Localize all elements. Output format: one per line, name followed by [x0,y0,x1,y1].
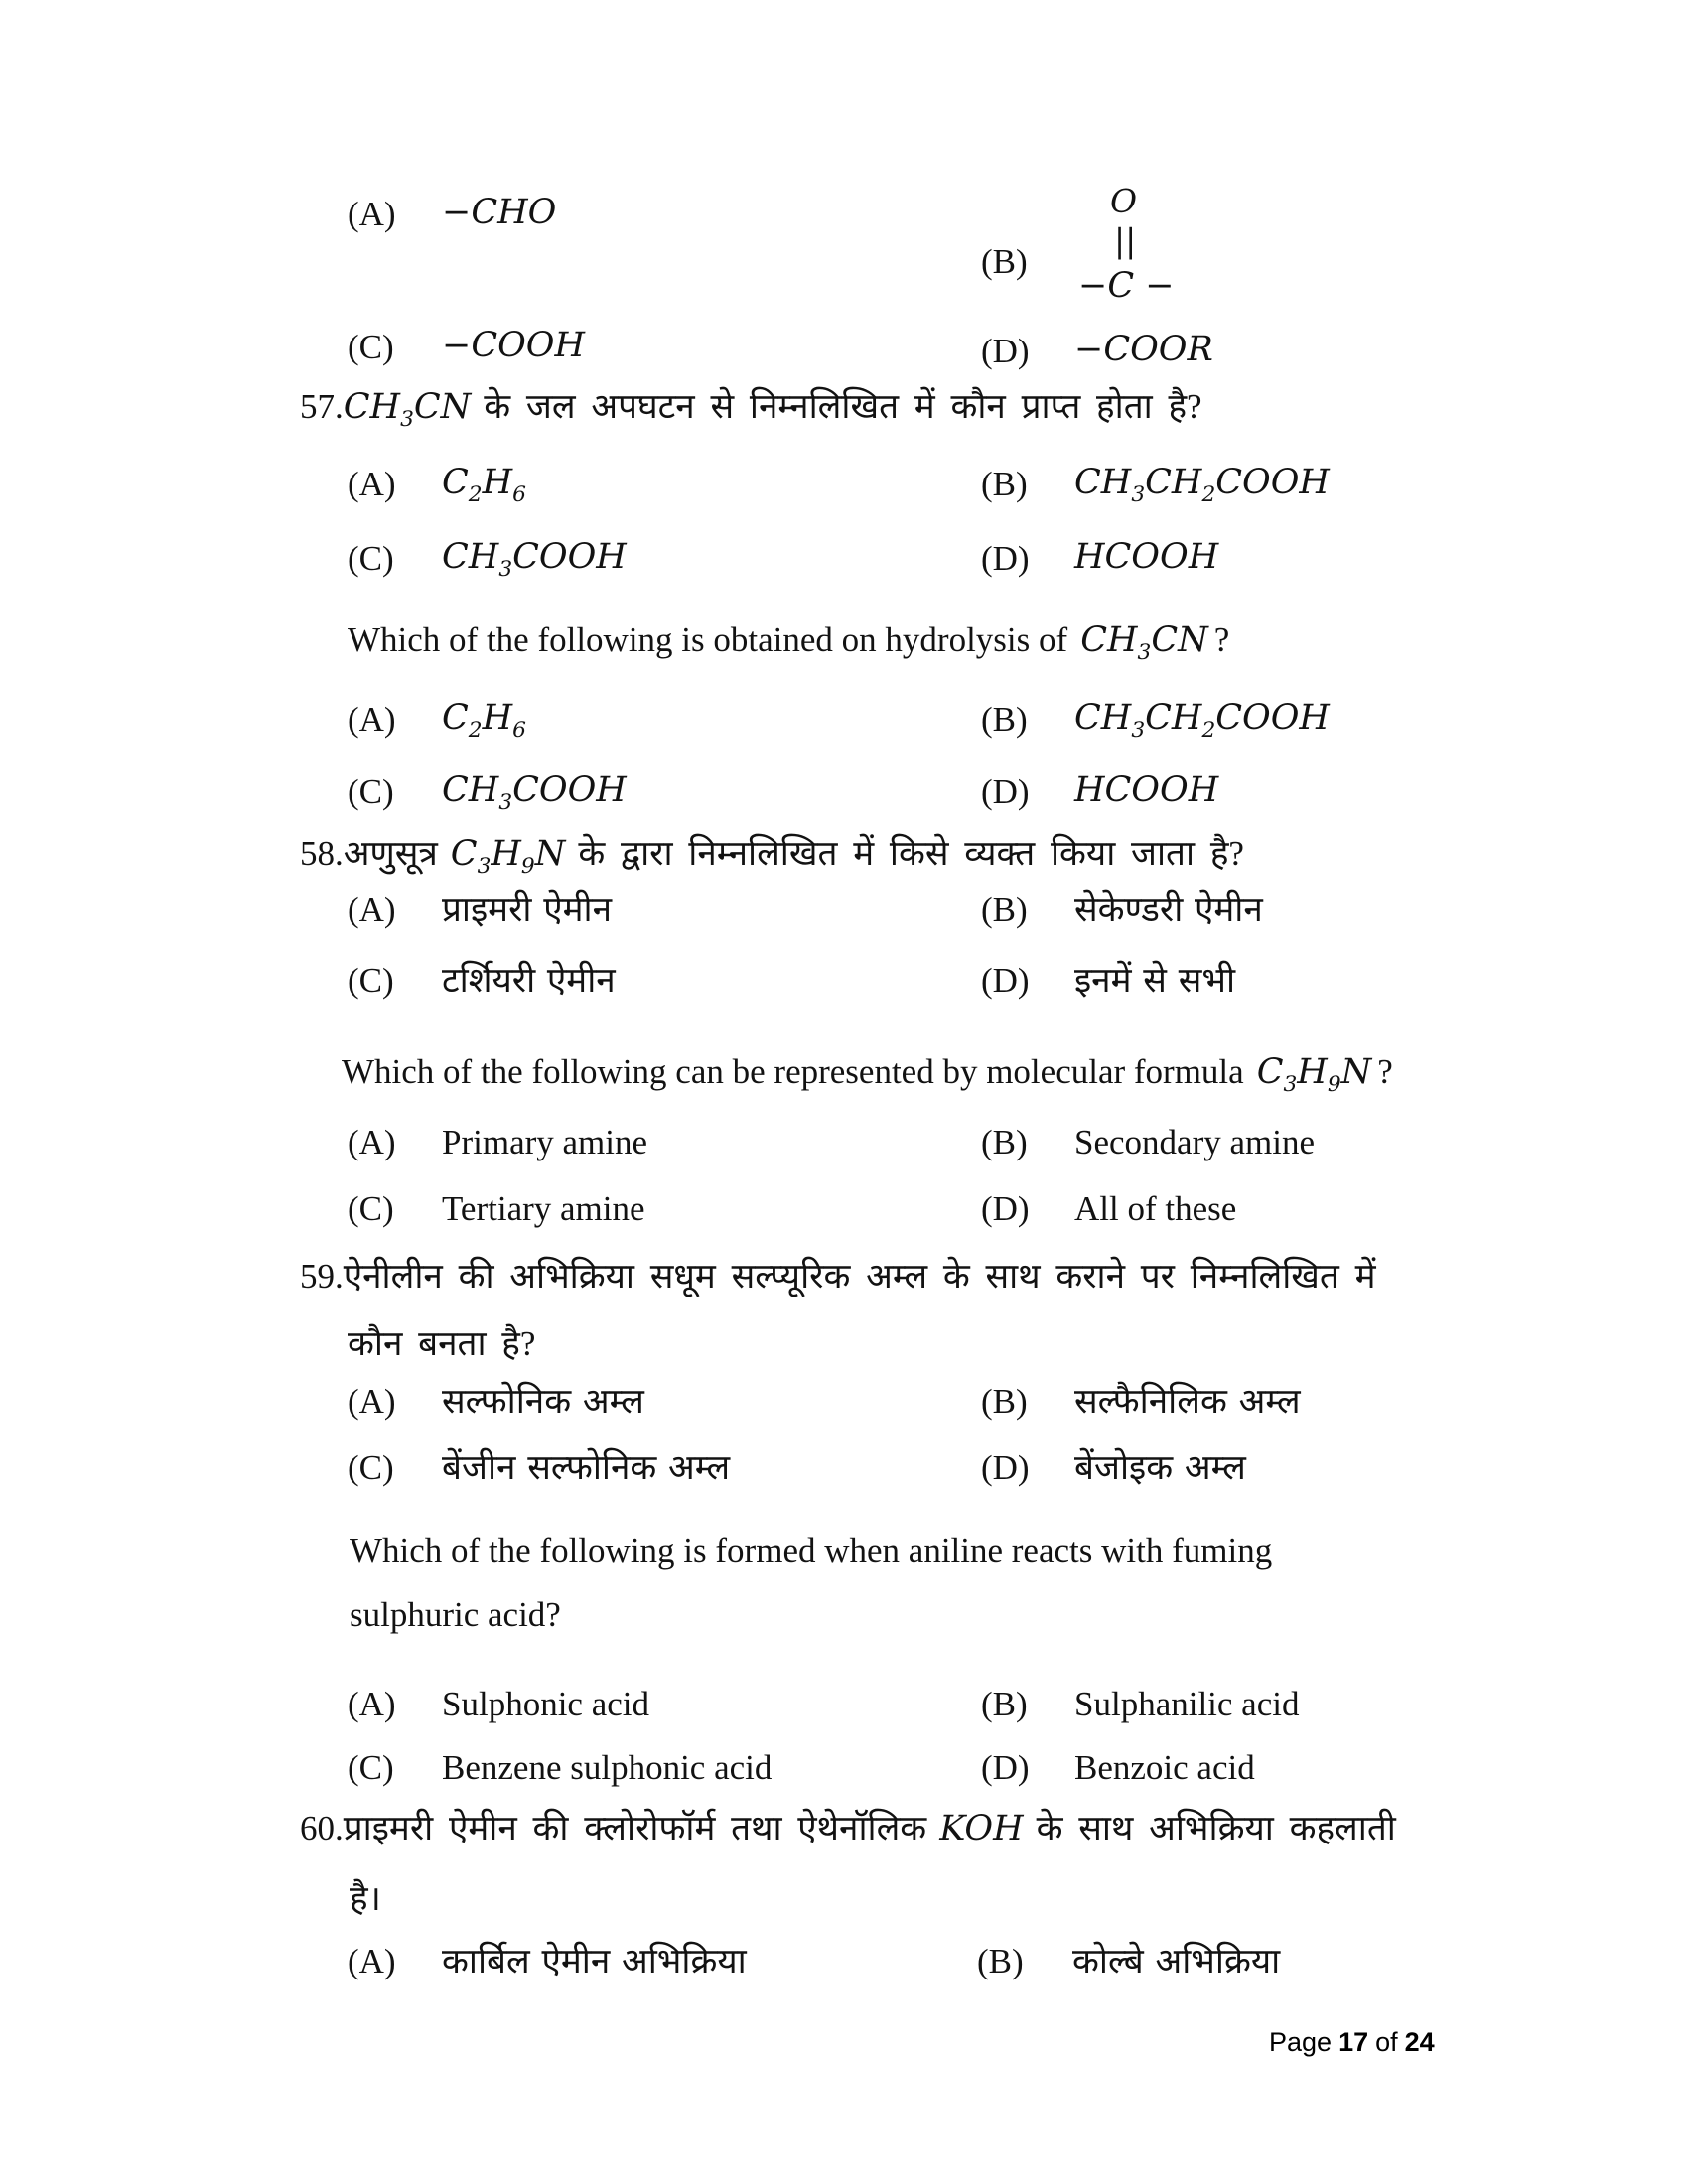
question-57-english-formula: $CH_3CN$ [1080,620,1208,665]
q57-option-d-value-en: HCOOH [1074,770,1219,810]
question-58-english-text: Which of the following can be represented by molecular formula [342,1052,1244,1091]
q57-option-d-label: (D) [981,539,1030,578]
q57-option-d-value: HCOOH [1074,537,1219,577]
q57-option-b-value-en: $CH_3CH_2COOH$ [1074,698,1330,743]
q60-option-a-value: कार्बिल ऐमीन अभिक्रिया [442,1942,747,1980]
q58-option-a-label-hi: (A) [348,890,396,929]
q57-option-a-value: $C_2H_6$ [442,463,526,507]
question-57-hindi [300,387,1202,432]
question-59-hindi-line2: कौन बनता है? [348,1324,536,1363]
question-60-number: 60. [300,1809,344,1847]
q59-option-b-label-en: (B) [981,1685,1028,1723]
q59-option-d-label-hi: (D) [981,1448,1030,1487]
q58-option-a-value-en: Primary amine [442,1123,648,1161]
question-59-number: 59. [300,1257,344,1296]
question-58-number: 58. [300,834,344,873]
page-word: Page [1269,2027,1333,2057]
q57-option-a-label: (A) [348,465,396,503]
q57-option-c-label-en: (C) [348,772,394,811]
question-59-english-line2: sulphuric acid? [350,1595,561,1634]
q59-option-c-label-en: (C) [348,1748,394,1787]
page-number: 17 [1338,2027,1369,2057]
q59-option-c-value-en: Benzene sulphonic acid [442,1748,773,1787]
q59-option-b-value-en: Sulphanilic acid [1074,1685,1300,1723]
q57-option-b-label-en: (B) [981,700,1028,739]
carryover-option-b-structure-carbon: −C − [1078,266,1175,306]
carryover-option-d-value: −COOR [1074,330,1213,369]
total-pages: 24 [1404,2027,1435,2057]
q57-option-c-value-en: $CH_3COOH$ [442,770,627,815]
q59-option-c-value-hi: बेंजीन सल्फोनिक अम्ल [442,1448,731,1487]
carryover-option-c-label: (C) [348,328,394,366]
question-58-hindi-text: के द्वारा निम्नलिखित में किसे व्यक्त किया जाता है? [578,834,1244,873]
q58-option-c-value-en: Tertiary amine [442,1189,645,1228]
q59-option-b-label-hi: (B) [981,1382,1028,1421]
q58-option-b-label-en: (B) [981,1123,1028,1161]
q58-option-d-value-hi: इनमें से सभी [1074,961,1236,1000]
carryover-option-d-label: (D) [981,332,1030,370]
question-59-hindi-line1 [300,1257,1376,1297]
carryover-option-b-structure-double-bond: || [1114,221,1137,260]
q58-option-d-label-en: (D) [981,1189,1030,1228]
q59-option-b-value-hi: सल्फैनिलिक अम्ल [1074,1382,1301,1421]
q59-option-c-label-hi: (C) [348,1448,394,1487]
carryover-option-b-label: (B) [981,242,1028,281]
question-60-hindi-post: के साथ अभिक्रिया कहलाती [1036,1809,1396,1847]
q57-option-a-value-en: $C_2H_6$ [442,698,526,743]
question-58-hindi-pre: अणुसूत्र [343,834,438,873]
question-57-formula: $CH_3CN$ [343,387,472,432]
carryover-option-c-value: −COOH [442,326,586,365]
question-60-hindi-line1 [300,1809,1396,1848]
question-57-english [348,620,1230,665]
q57-option-c-label: (C) [348,539,394,578]
q59-option-a-label-en: (A) [348,1685,396,1723]
q58-option-d-value-en: All of these [1074,1189,1237,1228]
q60-option-a-label: (A) [348,1942,396,1980]
q59-option-a-value-en: Sulphonic acid [442,1685,649,1723]
q58-option-c-value-hi: टर्शियरी ऐमीन [442,961,616,1000]
question-57-hindi-text: के जल अपघटन से निम्नलिखित में कौन प्राप्त होता है? [484,387,1202,426]
q57-option-b-value: $CH_3CH_2COOH$ [1074,463,1330,507]
q57-option-b-label: (B) [981,465,1028,503]
q57-option-c-value: $CH_3COOH$ [442,537,627,582]
q58-option-b-label-hi: (B) [981,890,1028,929]
q57-option-a-label-en: (A) [348,700,396,739]
q60-option-b-value: कोल्बे अभिक्रिया [1072,1942,1281,1980]
q59-option-d-value-hi: बेंजोइक अम्ल [1074,1448,1246,1487]
carryover-option-a-label: (A) [348,195,396,233]
carryover-option-b-structure-oxygen: O [1110,182,1138,220]
question-57-english-qmark: ? [1213,620,1230,659]
q58-option-c-label-en: (C) [348,1189,394,1228]
question-60-hindi-pre: प्राइमरी ऐमीन की क्लोरोफॉर्म तथा ऐथेनॉलिक [343,1809,927,1847]
carryover-option-a-value: −CHO [442,193,557,232]
q58-option-b-value-en: Secondary amine [1074,1123,1315,1161]
question-60-formula: KOH [939,1809,1024,1848]
question-58-hindi [300,834,1244,879]
of-word: of [1375,2027,1398,2057]
question-57-number: 57. [300,387,344,426]
q59-option-d-value-en: Benzoic acid [1074,1748,1255,1787]
q60-option-b-label: (B) [977,1942,1024,1980]
page-indicator [1269,2027,1435,2058]
question-60-hindi-line2: है। [350,1879,381,1918]
question-59-english-line1: Which of the following is formed when aniline reacts with fuming [350,1531,1273,1570]
q58-option-b-value-hi: सेकेण्डरी ऐमीन [1074,890,1263,929]
q58-option-a-label-en: (A) [348,1123,396,1161]
q59-option-d-label-en: (D) [981,1748,1030,1787]
q58-option-d-label-hi: (D) [981,961,1030,1000]
q59-option-a-value-hi: सल्फोनिक अम्ल [442,1382,644,1421]
q59-option-a-label-hi: (A) [348,1382,396,1421]
q58-option-a-value-hi: प्राइमरी ऐमीन [442,890,613,929]
q58-option-c-label-hi: (C) [348,961,394,1000]
question-58-english-qmark: ? [1377,1052,1393,1091]
question-57-english-text: Which of the following is obtained on hydrolysis of [348,620,1068,659]
question-58-english-formula: $C_3H_9N$ [1256,1052,1372,1097]
question-58-formula: $C_3H_9N$ [450,834,566,879]
q57-option-d-label-en: (D) [981,772,1030,811]
question-59-hindi-text1: ऐनीलीन की अभिक्रिया सधूम सल्प्यूरिक अम्ल के साथ कराने पर निम्नलिखित में [343,1257,1376,1296]
question-58-english [342,1052,1393,1097]
